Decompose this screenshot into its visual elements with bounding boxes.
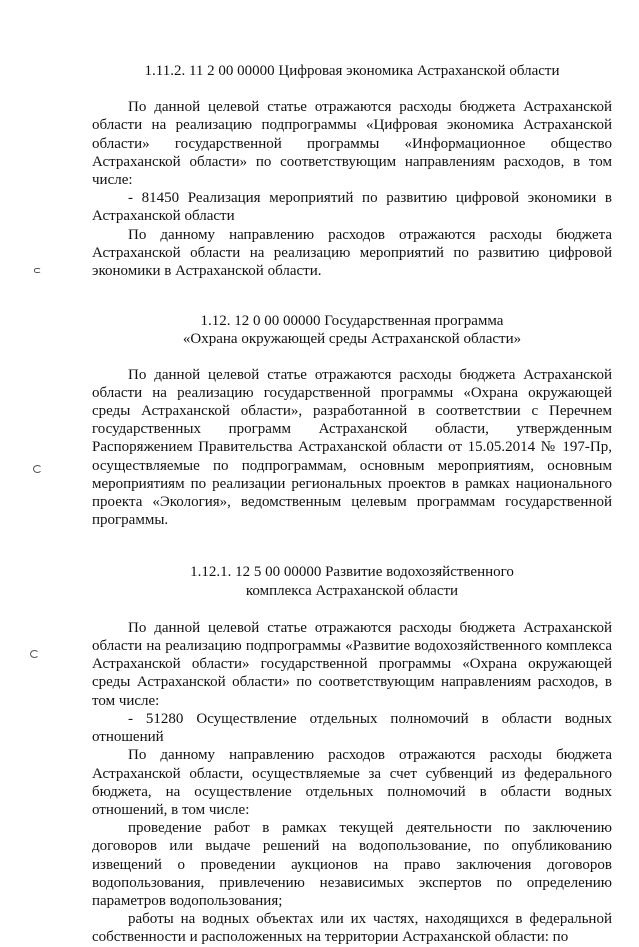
paragraph: работы на водных объектах или их частях, находящихся в федеральной собственности и расположенных на территории Астраханской области: по <box>92 911 612 946</box>
scan-mark <box>30 650 39 658</box>
paragraph: проведение работ в рамках текущей деятельности по заключению договоров или выдаче решений на водопользование, по опубликованию извещений о проведении аукционов на право заключения договоров водопользования, привлечению независимых экспертов по определению параметров водопользования; <box>92 820 612 909</box>
paragraph: По данному направлению расходов отражаются расходы бюджета Астраханской области на реализацию мероприятий по развитию цифровой экономики в Астраханской области. <box>92 226 612 280</box>
section-heading-line: 1.12. 12 0 00 00000 Государственная программа <box>200 313 504 330</box>
section-heading-1-12 <box>92 312 612 348</box>
scan-mark <box>34 268 41 273</box>
expense-item-81450: - 81450 Реализация мероприятий по развитию цифровой экономики в Астраханской области <box>92 190 612 225</box>
paragraph: По данному направлению расходов отражаются расходы бюджета Астраханской области, осуществляемые за счет субвенций из федерального бюджета, на осуществление отдельных полномочий в области водных отношений, в том числе: <box>92 747 612 818</box>
section-heading-1-12-1 <box>92 563 612 599</box>
section-body-1-11-2 <box>92 98 612 280</box>
paragraph: По данной целевой статье отражаются расходы бюджета Астраханской области на реализацию подпрограммы «Цифровая экономика Астраханской области» государственной программы «Информационное общество Астраханской области» по соответствующим направлениям расходов, в том числе: <box>92 99 612 189</box>
paragraph: По данной целевой статье отражаются расходы бюджета Астраханской области на реализацию государственной программы «Охрана окружающей среды Астраханской области», разработанной в соответствии с Перечнем государственных программ Астраханской области, утвержденным Распоряжением Правительства Астраханской области от 15.05.2014 № 197-Пр, осуществляемые по подпрограммам, основным мероприятиям, основным мероприятиям по реализации региональных проектов в рамках национального проекта «Экология», ведомственным целевым программам государственной программы. <box>92 366 612 529</box>
section-body-1-12-1 <box>92 619 612 947</box>
document-page <box>92 62 612 947</box>
section-heading-line: комплекса Астраханской области <box>245 582 459 599</box>
scan-mark <box>33 465 42 473</box>
section-heading-1-11-2 <box>92 62 612 80</box>
section-heading-line: 1.11.2. 11 2 00 00000 Цифровая экономика Астраханской области <box>144 63 560 79</box>
section-body-1-12 <box>92 366 612 530</box>
section-heading-line: 1.12.1. 12 5 00 00000 Развитие водохозяйственного <box>190 564 514 581</box>
expense-item-51280: - 51280 Осуществление отдельных полномочий в области водных отношений <box>92 710 612 746</box>
section-heading-line: «Охрана окружающей среды Астраханской области» <box>182 331 522 348</box>
paragraph: По данной целевой статье отражаются расходы бюджета Астраханской области на реализацию подпрограммы «Развитие водохозяйственного комплекса Астраханской области» государственной программы «Охрана окружающей среды Астраханской области» по соответствующим направлениям расходов, в том числе: <box>92 619 612 709</box>
